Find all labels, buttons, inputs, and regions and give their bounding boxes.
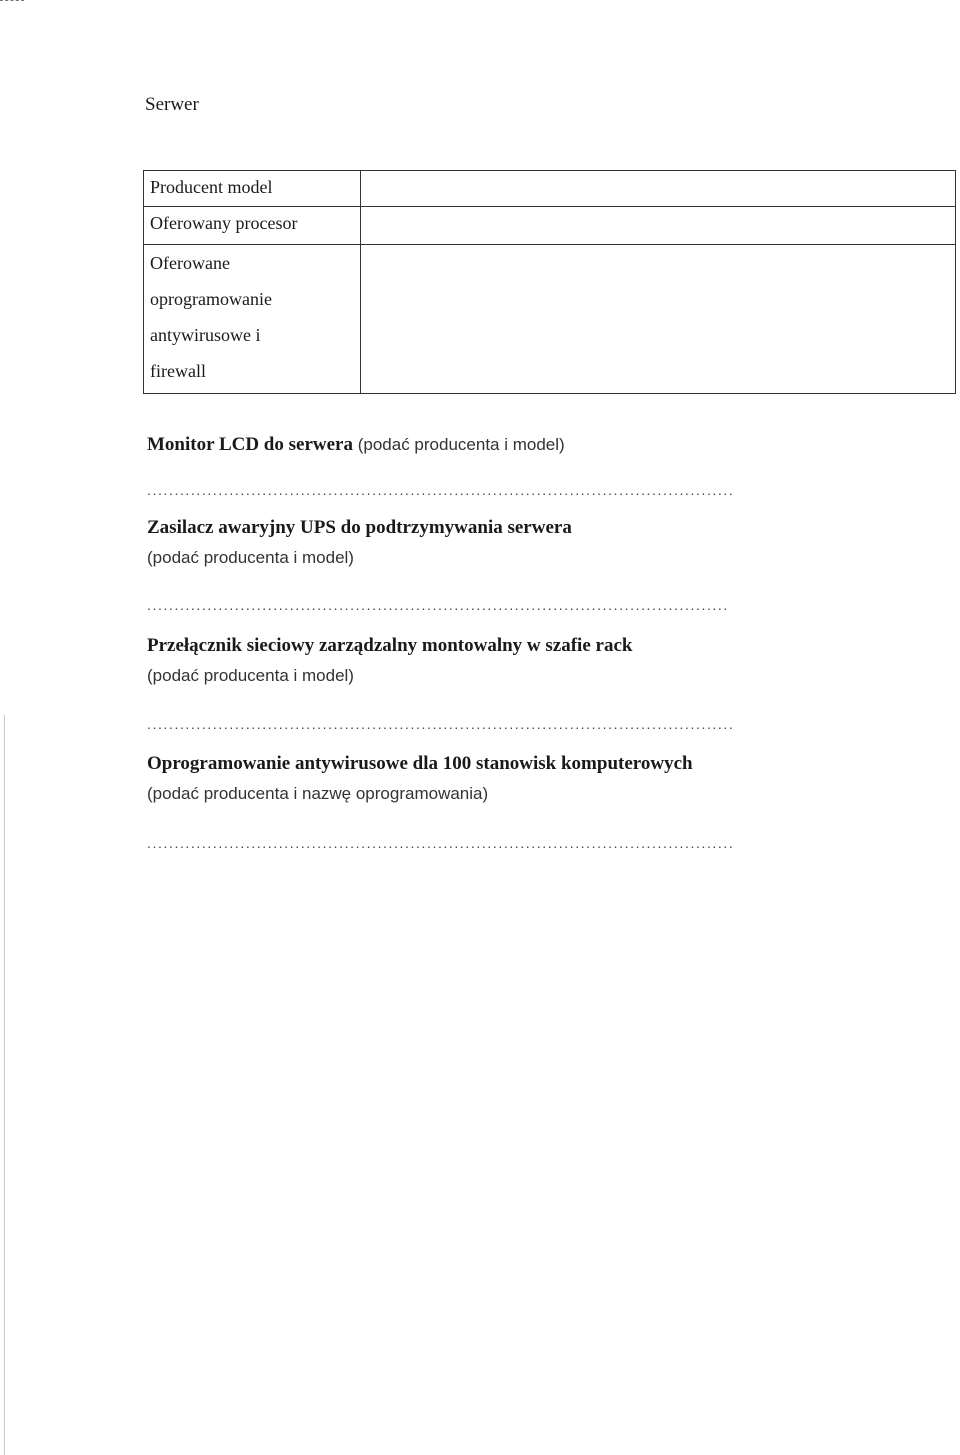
table-value-cell[interactable]: [361, 207, 956, 245]
table-label: Oferowany procesor: [144, 207, 361, 245]
label-line: antywirusowe i: [150, 325, 261, 345]
spec-table: [143, 170, 956, 394]
switch-hint: (podać producenta i model): [147, 666, 354, 685]
label-line: oprogramowanie: [150, 289, 272, 309]
label-line: Oferowane: [150, 253, 230, 273]
scan-margin-line: [4, 715, 5, 1455]
ups-block: [147, 513, 572, 573]
corner-mark: [0, 0, 24, 3]
monitor-heading: [147, 430, 565, 460]
table-label: Producent model: [144, 171, 361, 207]
monitor-bold-label: Monitor LCD do serwera: [147, 434, 353, 455]
label-line: firewall: [150, 361, 206, 381]
switch-bold-label: Przełącznik sieciowy zarządzalny montowalny w szafie rack: [147, 635, 633, 656]
switch-fill-line[interactable]: ...........................................................................................................: [147, 716, 735, 732]
ups-bold-label: Zasilacz awaryjny UPS do podtrzymywania serwera: [147, 517, 572, 538]
antivirus-block: [147, 749, 693, 809]
ups-fill-line[interactable]: ..........................................................................................................: [147, 597, 729, 613]
table-row: [144, 207, 956, 245]
table-row: [144, 171, 956, 207]
ups-hint: (podać producenta i model): [147, 548, 354, 567]
table-value-cell[interactable]: [361, 171, 956, 207]
monitor-fill-line[interactable]: ...........................................................................................................: [147, 482, 735, 498]
table-value-cell[interactable]: [361, 245, 956, 394]
switch-block: [147, 631, 632, 691]
antivirus-hint: (podać producenta i nazwę oprogramowania): [147, 784, 489, 803]
antivirus-bold-label: Oprogramowanie antywirusowe dla 100 stanowisk komputerowych: [147, 753, 693, 774]
monitor-block: [147, 430, 565, 460]
monitor-hint: (podać producenta i model): [357, 435, 565, 454]
table-row: [144, 245, 956, 394]
antivirus-fill-line[interactable]: ...........................................................................................................: [147, 835, 735, 851]
table-label-multiline: [144, 245, 361, 394]
section-title: Serwer: [145, 94, 199, 115]
